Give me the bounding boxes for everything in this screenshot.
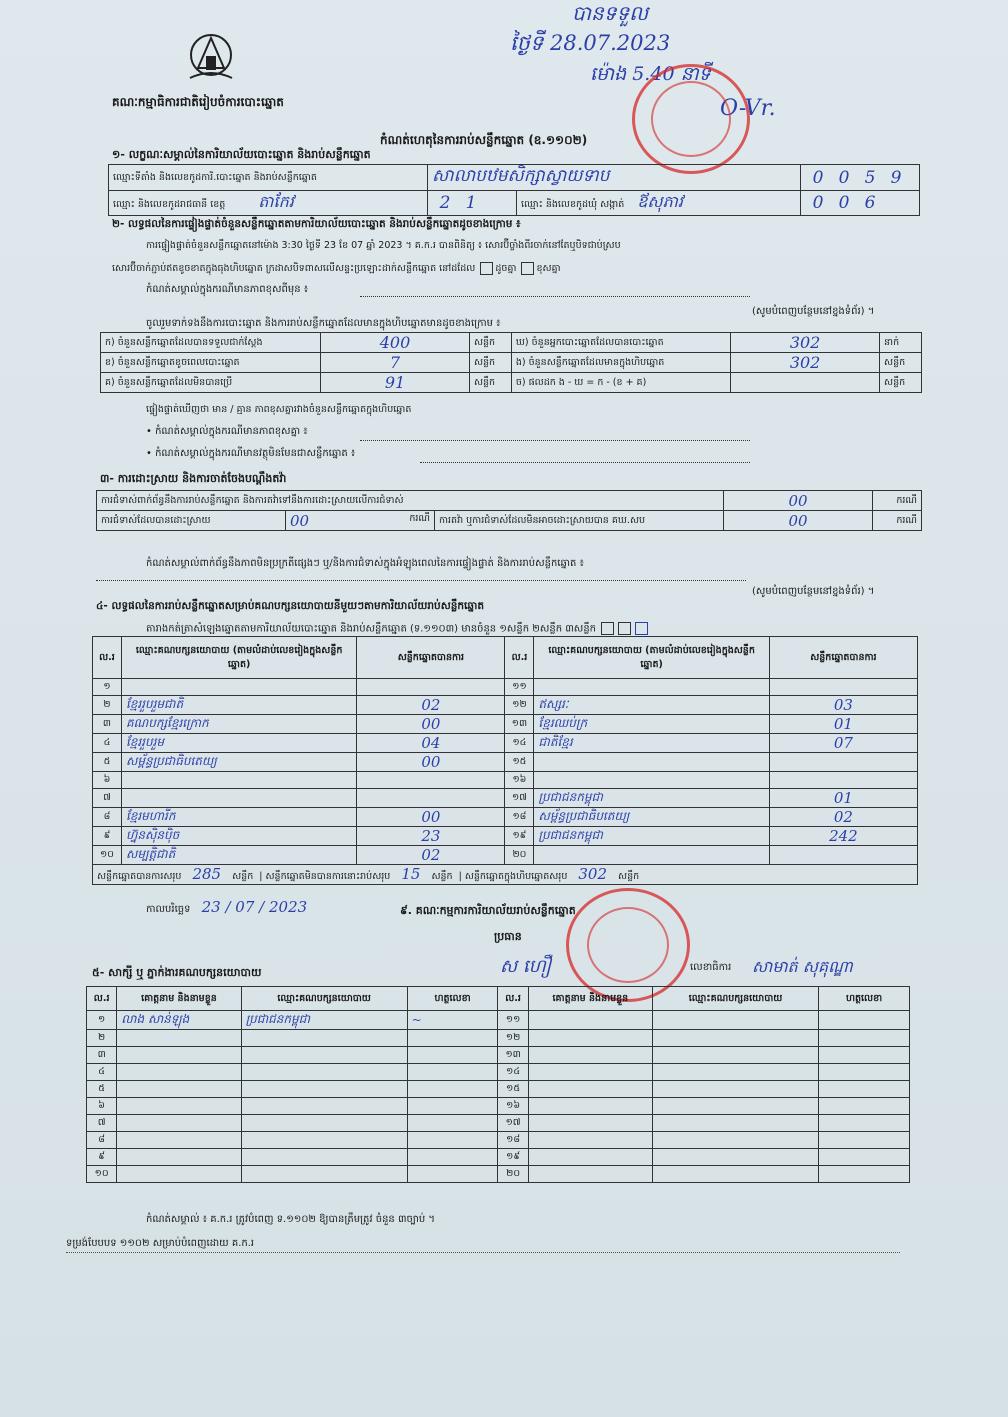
row-number: ៩ bbox=[98, 1151, 105, 1162]
row-number: ៥ bbox=[103, 756, 111, 767]
count-value-e: 302 bbox=[789, 353, 821, 372]
row-number: ១៩ bbox=[512, 830, 527, 841]
party-name: សម្ព័ន្ធប្រជាធិបតេយ្យ bbox=[125, 754, 217, 768]
section4-heading: ៤- លទ្ធផលនៃការរាប់សន្លឹកឆ្នោតសម្រាប់គណបក្សនយោបាយនីមួយៗតាមការិយាល័យរាប់សន្លឹកឆ្នោត bbox=[96, 600, 485, 612]
row-number: ១៣ bbox=[505, 1049, 521, 1060]
complaint-value: 00 bbox=[788, 491, 808, 510]
total-box: 302 bbox=[578, 865, 608, 883]
count-label-d: ឃ) ចំនួនអ្នកបោះឆ្នោតដែលបានបោះឆ្នោត bbox=[511, 333, 730, 353]
row-number: ៦ bbox=[103, 774, 111, 785]
row-number: ១៧ bbox=[505, 1117, 521, 1128]
complaint-label: ការជំទាស់ពាក់ព័ន្ធនឹងការរាប់សន្លឹកឆ្នោត និងការតវ៉ាទៅនឹងការដោះស្រាយលើការជំទាស់ bbox=[97, 491, 724, 511]
vote-count: 242 bbox=[829, 827, 858, 845]
fill-more-note: (សូមបំពេញបន្ថែមនៅខ្នងទំព័រ) ។ bbox=[752, 306, 875, 317]
unresolved-label: ការតវ៉ា ឬការជំទាស់ដែលមិនអាចដោះស្រាយបាន គឃ.សប bbox=[435, 511, 724, 531]
vote-count: 07 bbox=[833, 734, 853, 752]
row-number: ១១ bbox=[512, 681, 527, 692]
row-number: ២០ bbox=[506, 1168, 521, 1179]
row-number: ៧ bbox=[103, 792, 111, 803]
vote-count: 02 bbox=[421, 696, 441, 714]
commune-cell: ឈ្មោះ និងលេខកូដឃុំ សង្កាត់ ឪសុភាវ bbox=[517, 191, 801, 216]
vote-count: 00 bbox=[421, 808, 441, 826]
witness-name: លាង សាន់ឡុង bbox=[121, 1012, 190, 1026]
section5-heading: ៥- សាក្សី ឬ ភ្នាក់ងារគណបក្សនយោបាយ bbox=[92, 966, 262, 979]
row-number: ១៥ bbox=[506, 1083, 521, 1094]
date-value: 23 / 07 / 2023 bbox=[201, 898, 308, 916]
party-name: ខ្មែរឈប់ក្រ bbox=[538, 716, 588, 730]
row-number: ៨ bbox=[98, 1134, 105, 1145]
witness-row bbox=[87, 1098, 910, 1115]
section2-intro: ចូលរួមទាក់ទងនឹងការបោះឆ្នោត និងការរាប់សន្លឹកឆ្នោតដែលមានក្នុងហិបឆ្នោតមានដូចខាងក្រោម ៖ bbox=[146, 318, 501, 329]
result-row bbox=[93, 696, 918, 715]
totals-row: សន្លឹកឆ្នោតបានការសរុប 285 សន្លឹក | សន្លឹកឆ្នោតមិនបានការនោះរាប់សរុប 15 សន្លឹក | សន្លឹកឆ្នោតក្នុងហិបឆ្នោតសរុប 302 សន្លឹក bbox=[93, 865, 918, 885]
location-code: 0 0 5 9 bbox=[801, 165, 920, 191]
form-footer: ទម្រង់បែបបទ ១១០២ សម្រាប់បំពេញដោយ គ.ក.រ bbox=[66, 1238, 255, 1249]
result-row bbox=[93, 679, 918, 696]
count-label-c: គ) ចំនួនសន្លឹកឆ្នោតដែលមិនបានប្រើ bbox=[101, 373, 321, 393]
witness-row bbox=[87, 1115, 910, 1132]
result-row bbox=[93, 789, 918, 808]
count-value-c: 91 bbox=[384, 373, 406, 392]
count-label-e: ង) ចំនួនសន្លឹកឆ្នោតដែលមានក្នុងហិបឆ្នោត bbox=[511, 353, 730, 373]
complaints-table: ការជំទាស់ពាក់ព័ន្ធនឹងការរាប់សន្លឹកឆ្នោត និងការតវ៉ាទៅនឹងការដោះស្រាយលើការជំទាស់ 00 ករណី ការជំទាស់ដែលបានដោះស្រាយ 00 ករណី ការតវ៉ា ឬការជំទាស់ដែលមិនអាចដោះស្រាយបាន គឃ.សប 00 ករណី bbox=[96, 490, 922, 531]
row-number: ១៦ bbox=[512, 774, 527, 785]
witness-row bbox=[87, 1132, 910, 1149]
row-number: ៤ bbox=[98, 1066, 105, 1077]
row-number: ៥ bbox=[98, 1083, 105, 1094]
section3-heading: ៣- ការដោះស្រាយ និងការចាត់ចែងបណ្តឹងតវ៉ា bbox=[100, 472, 287, 485]
vote-count: 01 bbox=[833, 715, 853, 733]
witness-table: ល.រ គោត្តនាម និងនាមខ្លួន ឈ្មោះគណបក្សនយោបាយ ហត្ថលេខា ល.រ គោត្តនាម និងនាមខ្លួន ឈ្មោះគណបក្សនយោបាយ ហត្ថលេខា ១ លាង សាន់ឡុង ប្រជាជនកម្ពុជា ~ ១១ ២ ១២ ៣ ១៣ ៤ ១៤ ៥ ១៥ ៦ ១៦ ៧ ១៧ ៨ ១៨ ៩ ១៩ ១០ ២០ bbox=[86, 986, 910, 1183]
section1-table bbox=[108, 164, 920, 216]
section2-line2: សោរប៊ីចាក់ភ្ជាប់ឥតខូចខាតក្នុងធុងហិបឆ្នោត ក្រដាសបិទពាសលើសន្ទះប្រឡោះដាក់សន្លឹកឆ្នោត នៅដដែល ដូចគ្នា ខុសគ្នា bbox=[112, 263, 561, 274]
party-name: ជាតិខ្មែរ bbox=[538, 735, 573, 749]
result-row bbox=[93, 772, 918, 789]
count-value-b: 7 bbox=[389, 353, 401, 372]
count-value-d: 302 bbox=[789, 333, 821, 352]
row-number: ១៤ bbox=[506, 1066, 521, 1077]
col-votes: សន្លឹកឆ្នោតបានការ bbox=[357, 637, 505, 679]
vote-count: 02 bbox=[421, 846, 441, 864]
row-number: ៦ bbox=[98, 1100, 105, 1111]
result-row bbox=[93, 734, 918, 753]
witness-signature: ~ bbox=[411, 1013, 422, 1027]
location-label: ឈ្មោះទីតាំង និងលេខកូដការិ.បោះឆ្នោត និងរាប់សន្លឹកឆ្នោត bbox=[109, 165, 428, 191]
row-number: ២ bbox=[103, 699, 111, 710]
witness-party: ប្រជាជនកម្ពុជា bbox=[245, 1012, 311, 1026]
party-name: ខ្មែររួបរួមជាតិ bbox=[125, 697, 184, 711]
party-name: ខ្មែររួបរួម bbox=[125, 735, 165, 749]
count-label-f: ច) ផលដក ង - ឃ = ក - (ខ + គ) bbox=[511, 373, 730, 393]
unresolved-value: 00 bbox=[788, 511, 808, 530]
witness-row bbox=[87, 1166, 910, 1183]
discrepancy-note: • កំណត់សម្គាល់ក្នុងករណីមានភាពខុសគ្នា ៖ bbox=[146, 426, 308, 437]
witness-row bbox=[87, 1011, 910, 1030]
vote-count: 03 bbox=[833, 696, 853, 714]
row-number: ១៨ bbox=[506, 1134, 521, 1145]
section3-note: កំណត់សម្គាល់ពាក់ព័ន្ធនឹងភាពមិនប្រក្រតីផ្សេងៗ ឬ/និងការជំទាស់ក្នុងអំឡុងពេលនៃការផ្ទៀងផ្ទាត់ និងការរាប់សន្លឹកឆ្នោត ៖ bbox=[146, 558, 584, 569]
resolved-value: 00 bbox=[290, 511, 310, 530]
vote-count: 04 bbox=[421, 734, 441, 752]
count-value-a: 400 bbox=[379, 333, 411, 352]
secretary-signature: សាមាត់ សុគុណ្ឌា bbox=[752, 957, 853, 976]
vote-count: 02 bbox=[833, 808, 853, 826]
count-label-a: ក) ចំនួនសន្លឹកឆ្នោតដែលបានទទួលជាក់ស្តែង bbox=[101, 333, 321, 353]
province-cell: ឈ្មោះ និងលេខកូដរាជធានី ខេត្ត តាកែវ bbox=[109, 191, 428, 216]
row-number: ៣ bbox=[102, 718, 112, 729]
vote-count: 00 bbox=[421, 715, 441, 733]
row-number: ១៦ bbox=[506, 1100, 521, 1111]
official-stamp-top bbox=[632, 64, 750, 174]
count-label-b: ខ) ចំនួនសន្លឹកឆ្នោតខូចពេលបោះឆ្នោត bbox=[101, 353, 321, 373]
vote-count: 01 bbox=[833, 789, 853, 807]
row-number: ១ bbox=[103, 681, 111, 692]
committee-label: ៩. គណៈកម្មការការិយាល័យរាប់សន្លឹកឆ្នោត bbox=[400, 904, 576, 917]
result-row bbox=[93, 846, 918, 865]
location-value: សាលាបឋមសិក្សាស្វាយទាប bbox=[432, 166, 610, 186]
party-name: គណបក្សខ្មែរក្រោក bbox=[125, 716, 209, 730]
col-witness-name: គោត្តនាម និងនាមខ្លួន bbox=[117, 987, 241, 1011]
discrepancy-check-line: ផ្ទៀងផ្ទាត់ឃើញថា មាន / គ្មាន ភាពខុសគ្នារវាងចំនួនសន្លឹកឆ្នោតក្នុងហិបឆ្នោត bbox=[146, 404, 412, 415]
dotted-line bbox=[96, 580, 746, 581]
president-label: ប្រធាន bbox=[494, 930, 522, 943]
party-name: សម្ព័ន្ធប្រជាធិបតេយ្យ bbox=[538, 809, 630, 823]
secretary-label: លេខាធិការ bbox=[690, 962, 732, 973]
date-line: កាលបរិច្ឆេទ 23 / 07 / 2023 bbox=[146, 898, 308, 916]
province-code: 2 1 bbox=[428, 191, 517, 216]
footer-rule bbox=[66, 1252, 900, 1253]
row-number: ៧ bbox=[97, 1117, 106, 1128]
result-row bbox=[93, 753, 918, 772]
section2-line1: ការផ្ទៀងផ្ទាត់ចំនួនសន្លឹកឆ្នោតនៅម៉ោង 3:30 ថ្ងៃទី 23 ខែ 07 ឆ្នាំ 2023 ។ គ.ក.រ បានពិនិត្យ ៖ សោរប៊ីច្ចាំងពីរចាក់នៅតែឬបិទជាប់ស្រប bbox=[146, 240, 621, 251]
form-title: កំណត់ហេតុនៃការរាប់សន្លឹកឆ្នោត (ឧ.១១០២) bbox=[380, 133, 588, 147]
fill-more-note-2: (សូមបំពេញបន្ថែមនៅខ្នងទំព័រ) ។ bbox=[752, 586, 875, 597]
received-label: បានទទួល bbox=[572, 1, 649, 25]
row-number: ៣ bbox=[97, 1049, 106, 1060]
result-row bbox=[93, 715, 918, 734]
dotted-line bbox=[360, 296, 750, 297]
section1-heading: ១- លក្ខណៈសម្គាល់នៃការិយាល័យបោះឆ្នោត និងរាប់សន្លឹកឆ្នោត bbox=[112, 148, 371, 161]
president-signature: ស ហឿ bbox=[500, 956, 552, 977]
section4-sub: តារាងកត់ត្រាសំឡេងឆ្នោតតាមការិយាល័យបោះឆ្នោត និងរាប់សន្លឹកឆ្នោត (ទ.១១០៣) មានចំនួន ១សន្លឹក ២សន្លឹក ៣សន្លឹក bbox=[146, 622, 650, 636]
object-note: • កំណត់សម្គាល់ក្នុងករណីមានវត្ថុមិនមែនជាសន្លឹកឆ្នោត ៖ bbox=[146, 448, 356, 459]
total-valid: 285 bbox=[192, 865, 222, 883]
row-number: ១៣ bbox=[511, 718, 528, 729]
section2-heading: ២- លទ្ធផលនៃការផ្ទៀងផ្ទាត់ចំនួនសន្លឹកឆ្នោតតាមការិយាល័យបោះឆ្នោត និងរាប់សន្លឹកឆ្នោតដូចខាងក្រោម ៖ bbox=[112, 218, 521, 230]
row-number: ១៩ bbox=[506, 1151, 521, 1162]
resolved-label: ការជំទាស់ដែលបានដោះស្រាយ bbox=[97, 511, 286, 531]
row-number: ២០ bbox=[512, 849, 527, 860]
row-number: ៨ bbox=[103, 811, 111, 822]
row-number: ១១ bbox=[505, 1014, 521, 1025]
row-number: ១៥ bbox=[512, 756, 527, 767]
witness-row bbox=[87, 1030, 910, 1047]
row-number: ៤ bbox=[103, 737, 111, 748]
witness-row bbox=[87, 1064, 910, 1081]
row-number: ១៧ bbox=[511, 792, 527, 803]
dotted-line bbox=[420, 462, 750, 463]
witness-row bbox=[87, 1149, 910, 1166]
dotted-line bbox=[360, 440, 750, 441]
national-emblem-icon bbox=[184, 28, 238, 86]
row-number: ១២ bbox=[512, 699, 527, 710]
ballot-count-table: ក) ចំនួនសន្លឹកឆ្នោតដែលបានទទួលជាក់ស្តែង 400 សន្លឹក ឃ) ចំនួនអ្នកបោះឆ្នោតដែលបានបោះឆ្នោត 302 នាក់ ខ) ចំនួនសន្លឹកឆ្នោតខូចពេលបោះឆ្នោត 7 សន្លឹក ង) ចំនួនសន្លឹកឆ្នោតដែលមានក្នុងហិបឆ្នោត 302 សន្លឹក គ) ចំនួនសន្លឹកឆ្នោតដែលមិនបានប្រើ 91 សន្លឹក ច) ផលដក ង - ឃ = ក - (ខ + គ) សន្លឹក bbox=[100, 332, 922, 393]
results-table: ល.រ ឈ្មោះគណបក្សនយោបាយ (តាមលំដាប់លេខរៀងក្នុងសន្លឹកឆ្នោត) សន្លឹកឆ្នោតបានការ ល.រ ឈ្មោះគណបក្សនយោបាយ (តាមលំដាប់លេខរៀងក្នុងសន្លឹកឆ្នោត) សន្លឹកឆ្នោតបានការ ១ ១១ ២ ខ្មែររួបរួមជាតិ 02 ១២ ឥស្សរៈ 03 ៣ គណបក្សខ្មែរក្រោក 00 ១៣ ខ្មែរឈប់ក្រ 01 ៤ ខ្មែររួបរួម 04 ១៤ ជាតិខ្មែរ 07 ៥ សម្ព័ន្ធប្រជាធិបតេយ្យ 00 ១៥ ៦ ១៦ ៧ ១៧ ប្រជាជនកម្ពុជា 01 ៨ ខ្មែរមហារីក 00 ១៨ សម្ព័ន្ធប្រជាធិបតេយ្យ 02 ៩ ហ្វ៊ុនស៊ិនប៉ិច 23 ១៩ ប្រជាជនកម្ពុជា 242 ១០ សម្បត្តិជាតិ 02 ២០ សន្លឹកឆ្នោតបានការសរុប 285 សន្លឹក | សន្លឹកឆ្នោតមិនបានការនោះរាប់សរុប 15 សន្លឹក | សន្លឹកឆ្នោតក្នុងហិបឆ្នោតសរុប 302 សន្លឹក bbox=[92, 636, 918, 885]
party-name: សម្បត្តិជាតិ bbox=[125, 847, 176, 861]
row-number: ១៨ bbox=[512, 811, 527, 822]
bottom-note: កំណត់សម្គាល់ ៖ គ.ក.រ ត្រូវបំពេញ ទ.១១០២ ឱ្យបានត្រឹមត្រូវ ចំនួន ៣ច្បាប់ ។ bbox=[146, 1214, 435, 1225]
party-name: ឥស្សរៈ bbox=[538, 697, 569, 711]
received-time: ម៉ោង 5.40 នាទី bbox=[590, 63, 711, 85]
row-number: ២ bbox=[98, 1032, 106, 1043]
row-number: ១២ bbox=[505, 1032, 521, 1043]
col-witness-sig: ហត្ថលេខា bbox=[407, 987, 498, 1011]
col-no: ល.រ bbox=[93, 637, 122, 679]
check-yes-label: ដូចគ្នា bbox=[495, 263, 517, 274]
commune-code: 0 0 6 bbox=[801, 191, 920, 216]
row-number: ១៤ bbox=[512, 737, 527, 748]
received-date: ថ្ងៃទី 28.07.2023 bbox=[510, 31, 671, 55]
official-stamp-bottom bbox=[566, 888, 690, 1002]
row-number: ១០ bbox=[94, 1168, 109, 1179]
vote-count: 00 bbox=[421, 753, 441, 771]
party-name: ប្រជាជនកម្ពុជា bbox=[538, 828, 603, 842]
result-row bbox=[93, 827, 918, 846]
witness-row bbox=[87, 1081, 910, 1098]
party-name: ប្រជាជនកម្ពុជា bbox=[538, 790, 603, 804]
result-row bbox=[93, 808, 918, 827]
row-number: ៩ bbox=[103, 830, 111, 841]
vote-count: 23 bbox=[421, 827, 441, 845]
received-initial: O-Vr. bbox=[720, 96, 776, 121]
row-number: ១ bbox=[98, 1014, 106, 1025]
row-number: ១០ bbox=[100, 849, 114, 860]
party-name: ខ្មែរមហារីក bbox=[125, 809, 176, 823]
total-invalid: 15 bbox=[401, 865, 421, 883]
agency-name: គណៈកម្មាធិការជាតិរៀបចំការបោះឆ្នោត bbox=[112, 95, 284, 109]
section2-note: កំណត់សម្គាល់ក្នុងករណីមានភាពខុសពីមុន ៖ bbox=[146, 284, 309, 295]
col-party: ឈ្មោះគណបក្សនយោបាយ (តាមលំដាប់លេខរៀងក្នុងសន្លឹកឆ្នោត) bbox=[121, 637, 356, 679]
witness-row bbox=[87, 1047, 910, 1064]
party-name: ហ្វ៊ុនស៊ិនប៉ិច bbox=[125, 828, 180, 842]
col-witness-party: ឈ្មោះគណបក្សនយោបាយ bbox=[241, 987, 407, 1011]
check-no-label: ខុសគ្នា bbox=[536, 263, 561, 274]
